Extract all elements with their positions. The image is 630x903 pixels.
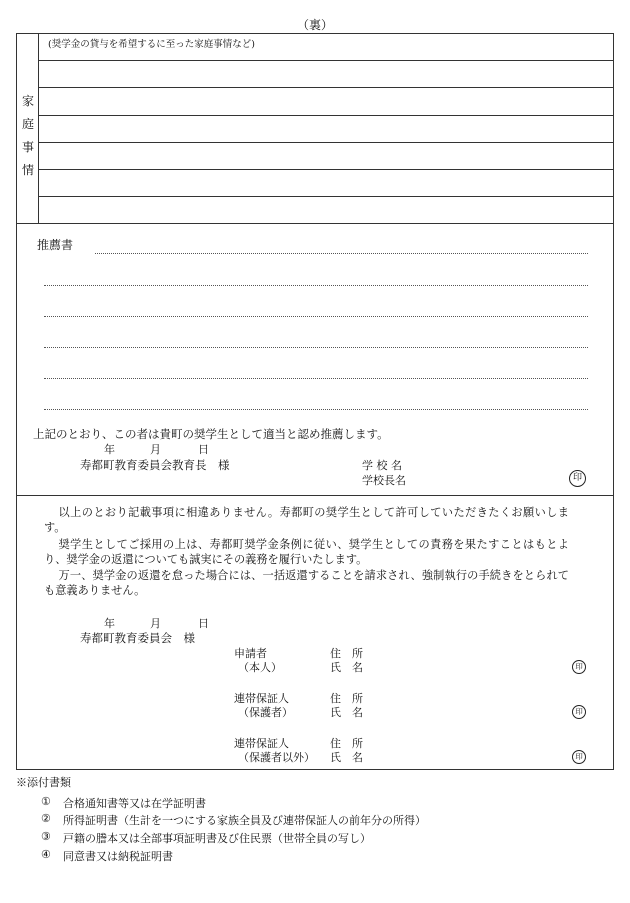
recommendation-statement: 上記のとおり、この者は貴町の奨学生として適当と認め推薦します。 bbox=[33, 427, 389, 441]
family-line-1[interactable] bbox=[38, 60, 614, 61]
signer-2-role: 連帯保証人 bbox=[234, 692, 289, 705]
signer-2-sub: （保護者） bbox=[238, 706, 293, 719]
signer-1-name-label: 氏 名 bbox=[330, 661, 363, 674]
declaration-date-day: 日 bbox=[198, 617, 209, 630]
family-line-4[interactable] bbox=[38, 142, 614, 143]
family-line-2[interactable] bbox=[38, 87, 614, 88]
recommendation-addressee: 寿都町教育委員会教育長 様 bbox=[80, 458, 230, 472]
signer-1-seal-icon: 印 bbox=[572, 660, 586, 674]
recommendation-line-2[interactable] bbox=[44, 285, 588, 286]
recommendation-line-4[interactable] bbox=[44, 347, 588, 348]
attachment-2-text: 所得証明書（生計を一つにする家族全員及び連帯保証人の前年分の所得） bbox=[63, 814, 426, 827]
signer-3-sub: （保護者以外） bbox=[238, 751, 315, 764]
signer-1-address-label: 住 所 bbox=[330, 647, 363, 660]
section-divider-family bbox=[16, 223, 614, 224]
family-label-char-2: 庭 bbox=[21, 117, 34, 131]
signer-2-address-label: 住 所 bbox=[330, 692, 363, 705]
signer-2-name-label: 氏 名 bbox=[330, 706, 363, 719]
declaration-addressee: 寿都町教育委員会 様 bbox=[80, 631, 195, 645]
principal-seal-icon: 印 bbox=[569, 470, 586, 487]
signer-3-role: 連帯保証人 bbox=[234, 737, 289, 750]
attachment-2-num: ② bbox=[41, 812, 51, 825]
declaration-date-year: 年 bbox=[104, 617, 115, 630]
attachment-3-num: ③ bbox=[41, 830, 51, 843]
attachment-1-text: 合格通知書等又は在学証明書 bbox=[63, 797, 206, 810]
recommendation-line-3[interactable] bbox=[44, 316, 588, 317]
recommendation-date-month: 月 bbox=[150, 443, 161, 456]
declaration-date-month: 月 bbox=[150, 617, 161, 630]
recommendation-date-year: 年 bbox=[104, 443, 115, 456]
attachments-heading: ※添付書類 bbox=[16, 776, 71, 789]
signer-1-sub: （本人） bbox=[238, 661, 282, 674]
declaration-paragraph-2: 奨学生としてご採用の上は、寿都町奨学金条例に従い、奨学生としての責務を果たすことはもとより、奨学金の返還についても誠実にその義務を履行いたします。 bbox=[44, 538, 569, 566]
recommendation-line-5[interactable] bbox=[44, 378, 588, 379]
declaration-paragraph-3: 万一、奨学金の返還を怠った場合には、一括返還することを請求され、強制執行の手続きをとられても意義ありません。 bbox=[44, 569, 569, 597]
declaration-paragraph-1: 以上のとおり記載事項に相違ありません。寿都町の奨学生として許可していただきたくお願いします。 bbox=[44, 506, 569, 534]
recommendation-date-day: 日 bbox=[198, 443, 209, 456]
signer-3-address-label: 住 所 bbox=[330, 737, 363, 750]
school-name-label: 学 校 名 bbox=[362, 459, 402, 472]
family-line-6[interactable] bbox=[38, 196, 614, 197]
principal-label: 学校長名 bbox=[362, 474, 406, 487]
recommendation-line-1[interactable] bbox=[95, 253, 588, 254]
signer-2-seal-icon: 印 bbox=[572, 705, 586, 719]
family-label-char-4: 情 bbox=[21, 163, 34, 177]
signer-3-seal-icon: 印 bbox=[572, 750, 586, 764]
attachment-4-text: 同意書又は納税証明書 bbox=[63, 850, 173, 863]
signer-1-role: 申請者 bbox=[234, 647, 267, 660]
page-title: （裏） bbox=[296, 18, 333, 32]
form-frame bbox=[16, 33, 614, 770]
attachment-1-num: ① bbox=[41, 795, 51, 808]
family-line-3[interactable] bbox=[38, 115, 614, 116]
attachment-4-num: ④ bbox=[41, 848, 51, 861]
section-divider-recommendation bbox=[16, 495, 614, 496]
recommendation-line-6[interactable] bbox=[44, 409, 588, 410]
signer-3-name-label: 氏 名 bbox=[330, 751, 363, 764]
attachment-3-text: 戸籍の謄本又は全部事項証明書及び住民票（世帯全員の写し） bbox=[63, 832, 371, 845]
recommendation-heading: 推薦書 bbox=[37, 238, 74, 252]
family-line-5[interactable] bbox=[38, 169, 614, 170]
family-label-char-1: 家 bbox=[21, 94, 34, 108]
family-label-divider bbox=[38, 33, 39, 223]
family-note: (奨学金の貸与を希望するに至った家庭事情など) bbox=[48, 39, 255, 50]
family-label-char-3: 事 bbox=[21, 140, 34, 154]
